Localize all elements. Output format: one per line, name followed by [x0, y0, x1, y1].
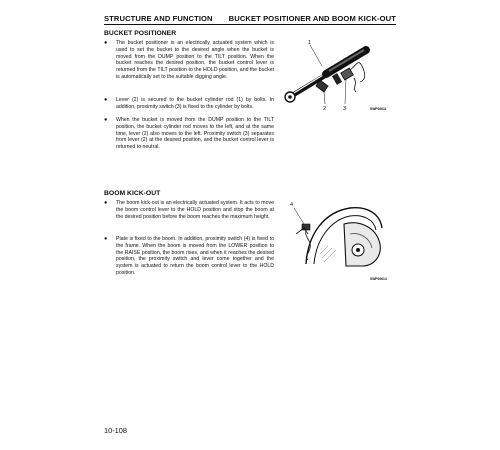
- bullet-icon: ●: [104, 236, 108, 242]
- paragraph-text: The boom kick-out is an electrically actuated system. It acts to move the boom control lever to the HOLD position and stop the boom at the desired position before the boom reaches the maximum height.: [116, 200, 274, 220]
- figure-code: SWP00611: [370, 107, 387, 111]
- callout-3: 3: [343, 106, 347, 112]
- paragraph-text: Plate is fixed to the boom. In addition, proximity switch (4) is fixed to the frame. When the boom is moved from the LOWER position to the RAISE position, the boom rises, and when it reaches the desired position, the proximity switch and lever come together and the system is actuated to return the boom control lever to the HOLD position.: [116, 236, 274, 276]
- header-section-title: STRUCTURE AND FUNCTION: [104, 14, 213, 23]
- bucket-positioner-paragraph-1: [104, 40, 274, 81]
- header-rule: [104, 24, 396, 25]
- bullet-icon: ●: [104, 97, 108, 103]
- bullet-icon: ●: [104, 40, 108, 46]
- page-number: 10-108: [104, 426, 128, 435]
- callout-1: 1: [308, 40, 312, 46]
- paragraph-text: When the bucket is moved from the DUMP position to the TILT position, the bucket cylinder rod moves to the left, and at the same time, lever (2) also moves to the left. Proximity switch (3) separates from lever (2) at the desired position, and the bucket control lever is returned to neutral.: [116, 117, 274, 151]
- callout-4: 4: [290, 202, 294, 208]
- bullet-icon: ●: [104, 117, 108, 123]
- boom-frame-illustration: [284, 194, 396, 274]
- bucket-positioner-paragraph-3: [104, 117, 274, 151]
- bucket-positioner-paragraph-2: [104, 97, 274, 111]
- boom-kickout-figure: [284, 194, 396, 274]
- boom-kickout-paragraph-1: [104, 200, 274, 220]
- paragraph-text: The bucket positioner is an electrically actuated system which is used to set the bucket to the desired angle when the bucket is moved from the DUMP position to the TILT position. When the bucket reaches the desired position, the bucket control lever is returned from the TILT position to the HOLD position, and the bucket is automatically set to the suitable digging angle.: [116, 40, 274, 80]
- header-topic-title: BUCKET POSITIONER AND BOOM KICK-OUT: [228, 14, 396, 23]
- callout-2: 2: [323, 106, 327, 112]
- figure-code: SWP00614: [370, 277, 387, 281]
- bucket-positioner-heading: BUCKET POSITIONER: [104, 30, 177, 37]
- paragraph-text: Lever (2) is secured to the bucket cylinder rod (1) by bolts. In addition, proximity switch (3) is fixed to the cylinder by bolts.: [116, 97, 274, 110]
- bullet-icon: ●: [104, 200, 108, 206]
- boom-kickout-heading: BOOM KICK-OUT: [104, 190, 161, 197]
- boom-kickout-paragraph-2: [104, 236, 274, 277]
